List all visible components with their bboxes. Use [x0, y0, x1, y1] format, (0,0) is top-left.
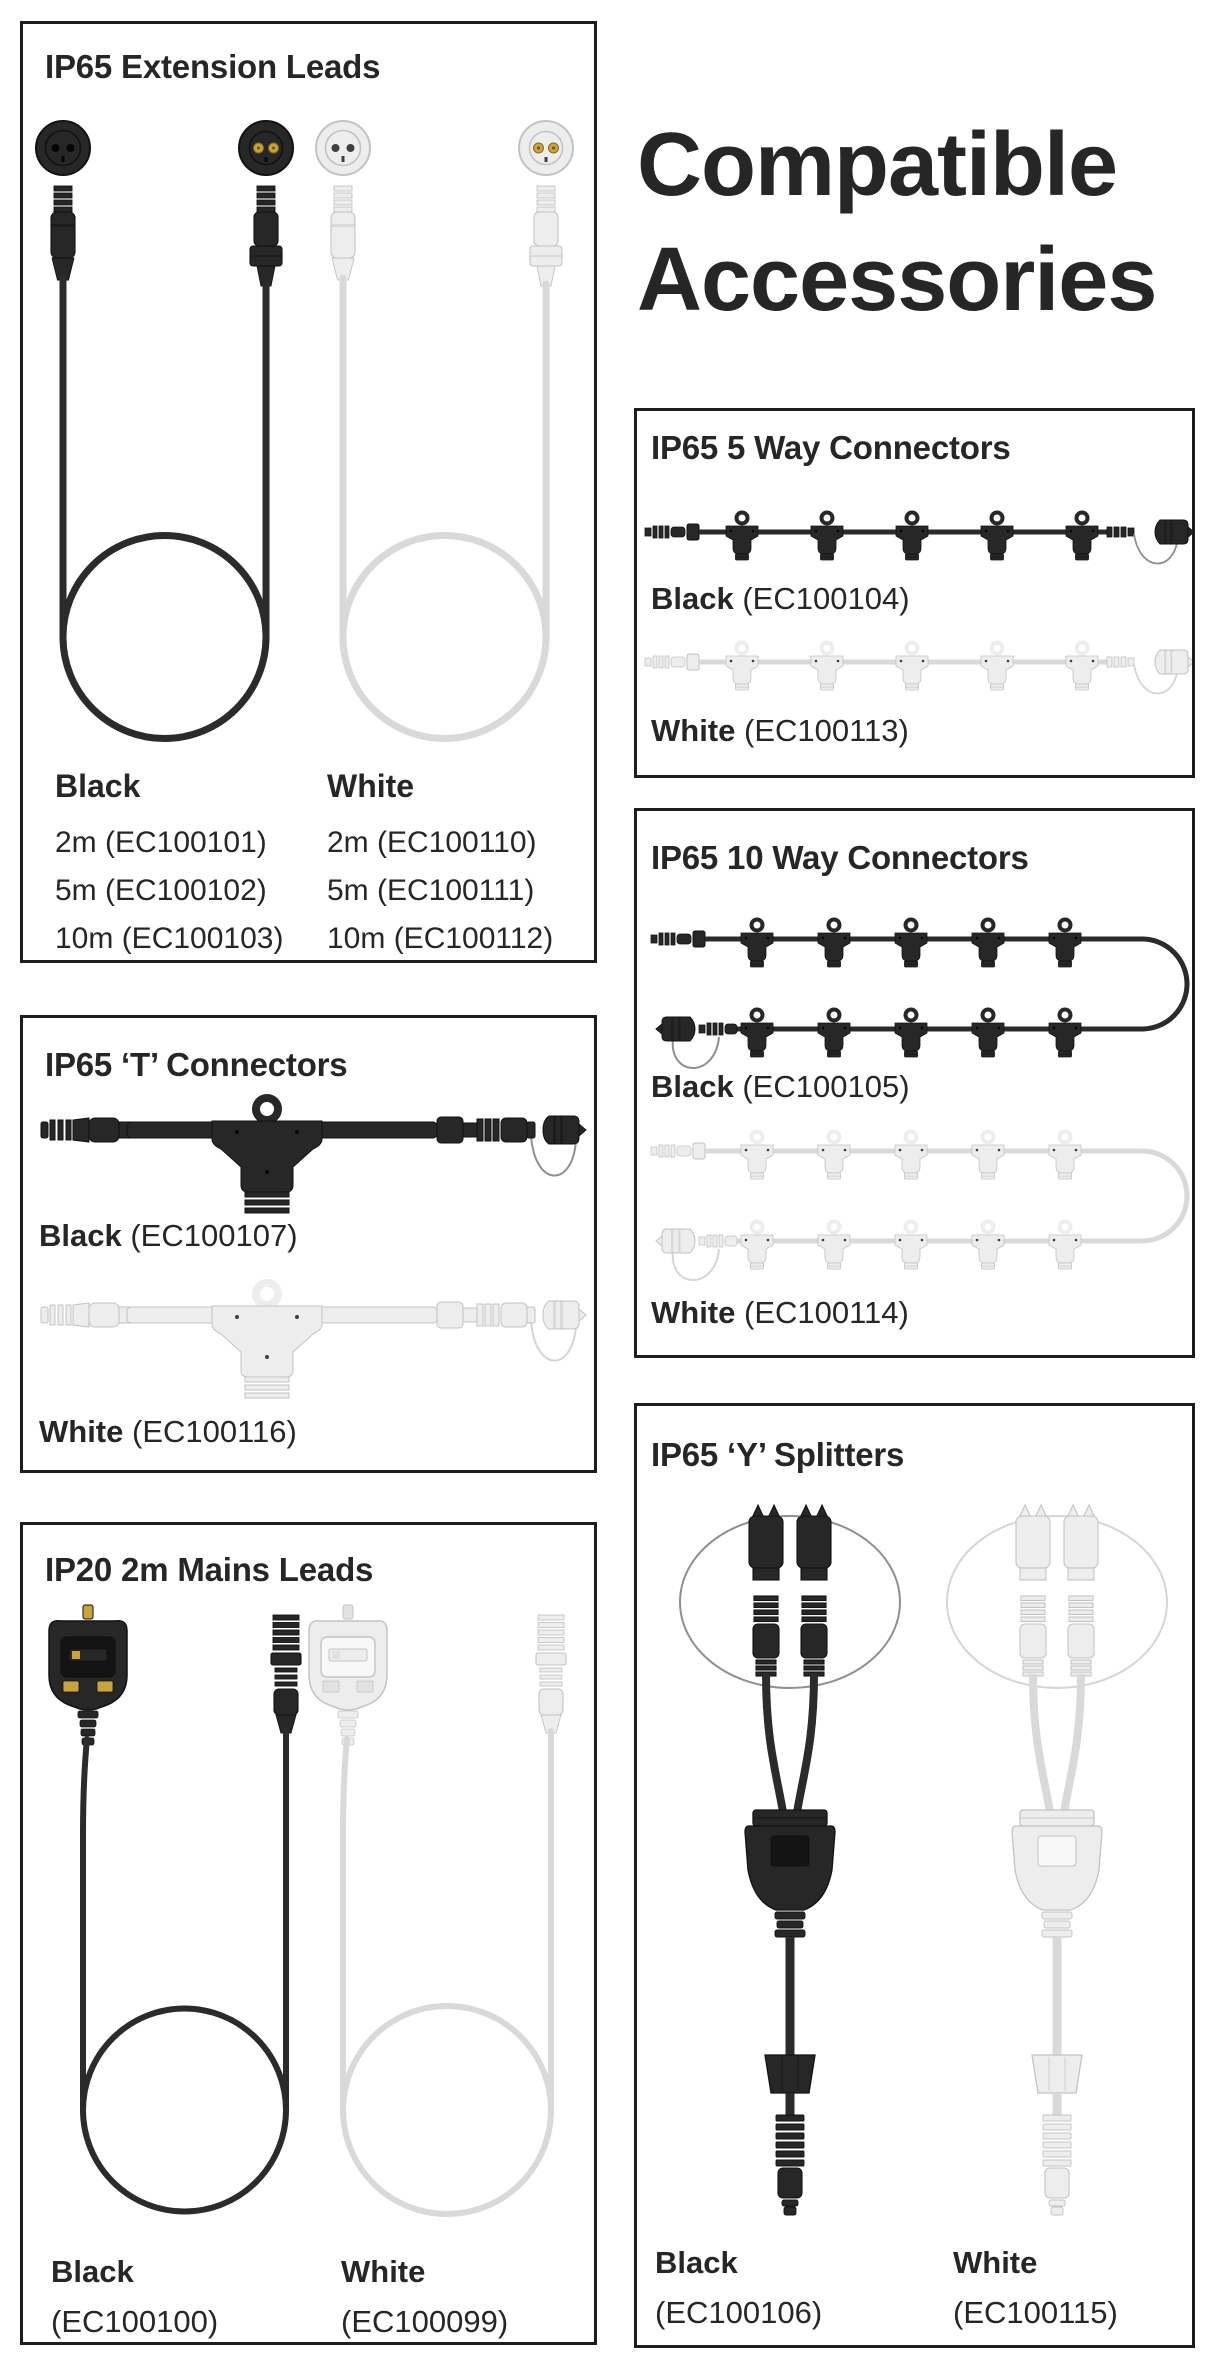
- list-item: 10m (EC100103): [55, 922, 284, 955]
- list-item: 5m (EC100102): [55, 874, 267, 907]
- panel-y-splitters: [634, 1403, 1195, 2348]
- color-label: White: [651, 713, 736, 748]
- variant-label-white: [651, 713, 909, 749]
- panel-five-way-connectors: [634, 408, 1195, 778]
- variant-label-white: [341, 2247, 508, 2347]
- product-code: (EC100114): [744, 1295, 909, 1330]
- color-label: White: [953, 2245, 1038, 2280]
- product-code: (EC100116): [132, 1414, 297, 1449]
- product-code: (EC100106): [655, 2295, 823, 2330]
- panel-title: IP65 10 Way Connectors: [651, 839, 1029, 876]
- color-label: Black: [39, 1218, 122, 1253]
- color-label: White: [651, 1295, 736, 1330]
- list-item: 2m (EC100110): [327, 826, 537, 859]
- color-label: Black: [51, 2254, 134, 2289]
- product-code: (EC100113): [744, 713, 909, 748]
- panel-title: IP65 ‘Y’ Splitters: [651, 1436, 905, 1473]
- panel-ten-way-connectors: [634, 808, 1195, 1358]
- color-label: White: [327, 768, 415, 804]
- variant-label-black: [51, 2247, 218, 2347]
- product-code: (EC100107): [130, 1218, 298, 1253]
- product-code: (EC100099): [341, 2304, 509, 2339]
- list-item: 10m (EC100112): [327, 922, 554, 955]
- mains-leads-illustration: [23, 1525, 594, 2342]
- product-code: (EC100105): [742, 1069, 910, 1104]
- product-code: (EC100115): [953, 2295, 1118, 2330]
- extension-leads-black-list: [55, 768, 283, 963]
- panel-title: IP65 5 Way Connectors: [651, 429, 1011, 466]
- page-title-line2: Accessories: [637, 230, 1157, 331]
- panel-title: IP65 Extension Leads: [45, 48, 381, 85]
- variant-label-white: [953, 2238, 1118, 2338]
- product-code: (EC100104): [742, 581, 910, 616]
- variant-label-black: [39, 1218, 298, 1254]
- color-label: Black: [55, 768, 141, 804]
- product-code: (EC100100): [51, 2304, 219, 2339]
- variant-label-black: [651, 581, 910, 617]
- variant-label-white: [651, 1295, 909, 1331]
- variant-label-white: [39, 1414, 297, 1450]
- color-label: Black: [655, 2245, 738, 2280]
- panel-title: IP65 ‘T’ Connectors: [45, 1046, 348, 1083]
- list-item: 5m (EC100111): [327, 874, 535, 907]
- y-splitters-illustration: [637, 1406, 1192, 2345]
- list-item: 2m (EC100101): [55, 826, 267, 859]
- color-label: Black: [651, 1069, 734, 1104]
- panel-title: IP20 2m Mains Leads: [45, 1551, 374, 1588]
- page-title: [637, 108, 1156, 338]
- panel-mains-leads: [20, 1522, 597, 2345]
- panel-t-connectors: [20, 1015, 597, 1473]
- page-title-line1: Compatible: [637, 115, 1118, 215]
- color-label: Black: [651, 581, 734, 616]
- color-label: White: [39, 1414, 124, 1449]
- color-label: White: [341, 2254, 426, 2289]
- panel-extension-leads: [20, 21, 597, 963]
- extension-leads-white-list: [327, 768, 553, 963]
- variant-label-black: [655, 2238, 822, 2338]
- variant-label-black: [651, 1069, 910, 1105]
